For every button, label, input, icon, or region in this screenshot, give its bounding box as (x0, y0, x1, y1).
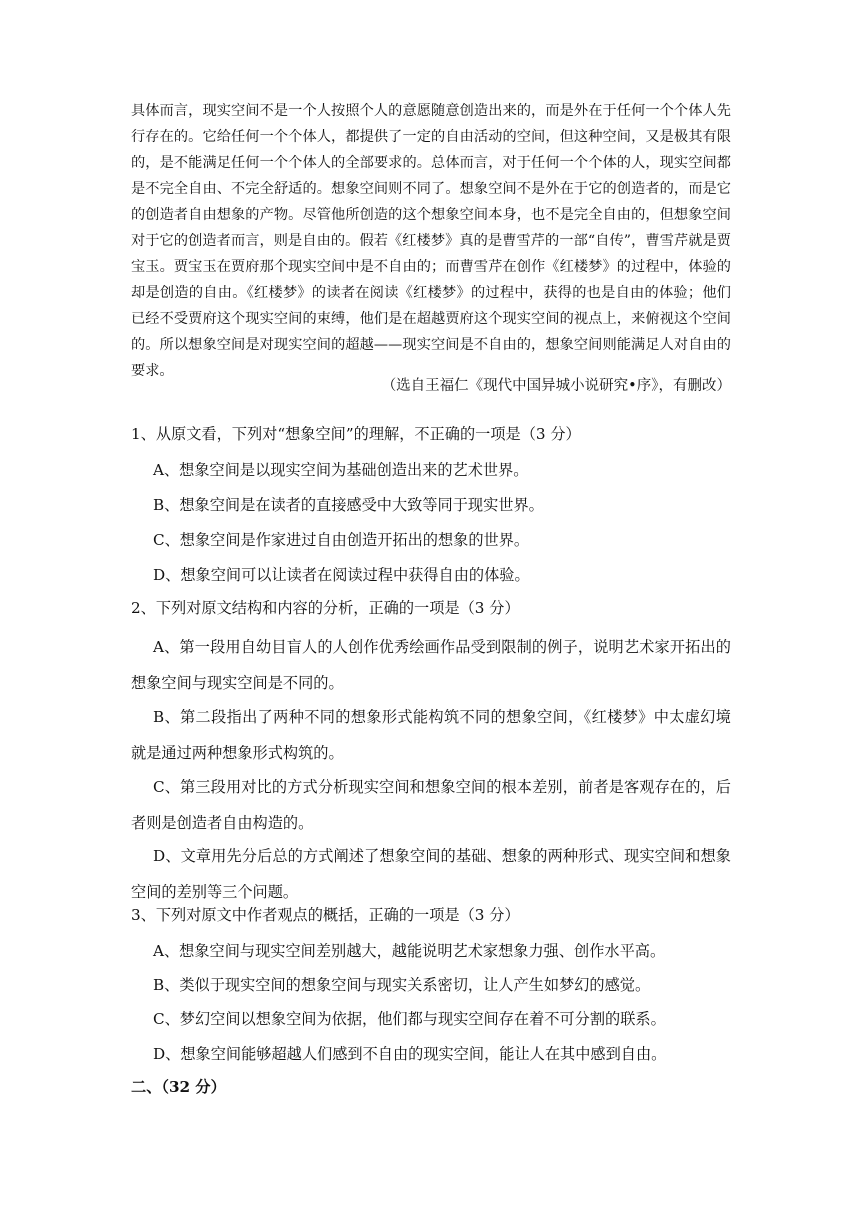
question-2-option-a: A、第一段用自幼目盲人的人创作优秀绘画作品受到限制的例子，说明艺术家开拓出的想象空间与现实空间是不同的。 (131, 638, 731, 692)
question-2-option-d: D、文章用先分后总的方式阐述了想象空间的基础、想象的两种形式、现实空间和想象空间的差别等三个问题。 (131, 847, 731, 901)
reading-passage (131, 98, 731, 384)
question-3-option-d: D、想象空间能够超越人们感到不自由的现实空间，能让人在其中感到自由。 (153, 1045, 667, 1063)
question-2-option-b: B、第二段指出了两种不同的想象形式能构筑不同的想象空间，《红楼梦》中太虚幻境就是通过两种想象形式构筑的。 (131, 708, 731, 762)
question-1-stem: 1、从原文看，下列对“想象空间”的理解，不正确的一项是（3 分） (131, 425, 581, 443)
question-1-option-b: B、想象空间是在读者的直接感受中大致等同于现实世界。 (153, 496, 544, 514)
question-3-option-b: B、类似于现实空间的想象空间与现实关系密切，让人产生如梦幻的感觉。 (153, 976, 651, 994)
section-heading: 二、（32 分） (131, 1078, 226, 1096)
question-3-option-c: C、梦幻空间以想象空间为依据，他们都与现实空间存在着不可分割的联系。 (153, 1010, 666, 1028)
question-3-option-a: A、想象空间与现实空间差别越大，越能说明艺术家想象力强、创作水平高。 (153, 942, 666, 960)
question-2-option-c: C、第三段用对比的方式分析现实空间和想象空间的根本差别，前者是客观存在的，后者则是创造者自由构造的。 (131, 778, 731, 832)
question-3-stem: 3、下列对原文中作者观点的概括，正确的一项是（3 分） (131, 906, 520, 924)
passage-source: （选自王福仁《现代中国异城小说研究•序》，有删改） (381, 378, 731, 394)
question-1-option-c: C、想象空间是作家进过自由创造开拓出的想象的世界。 (153, 531, 530, 549)
question-2-stem: 2、下列对原文结构和内容的分析，正确的一项是（3 分） (131, 599, 520, 617)
question-1-option-d: D、想象空间可以让读者在阅读过程中获得自由的体验。 (153, 566, 530, 584)
question-1-option-a: A、想象空间是以现实空间为基础创造出来的艺术世界。 (153, 461, 529, 479)
passage-paragraph: 具体而言，现实空间不是一个人按照个人的意愿随意创造出来的，而是外在于任何一个个体人先行存在的。它给任何一个个体人，都提供了一定的自由活动的空间，但这种空间，又是极其有限的，是不能满足任何一个个体人的全部要求的。总体而言，对于任何一个个体的人，现实空间都是不完全自由、不完全舒适的。想象空间则不同了。想象空间不是外在于它的创造者的，而是它的创造者自由想象的产物。尽管他所创造的这个想象空间本身，也不是完全自由的，但想象空间对于它的创造者而言，则是自由的。假若《红楼梦》真的是曹雪芹的一部“自传”，曹雪芹就是贾宝玉。贾宝玉在贾府那个现实空间中是不自由的；而曹雪芹在创作《红楼梦》的过程中，体验的却是创造的自由。《红楼梦》的读者在阅读《红楼梦》的过程中，获得的也是自由的体验；他们已经不受贾府这个现实空间的束缚，他们是在超越贾府这个现实空间的视点上，来俯视这个空间的。所以想象空间是对现实空间的超越——现实空间是不自由的，想象空间则能满足人对自由的要求。 (131, 103, 731, 379)
